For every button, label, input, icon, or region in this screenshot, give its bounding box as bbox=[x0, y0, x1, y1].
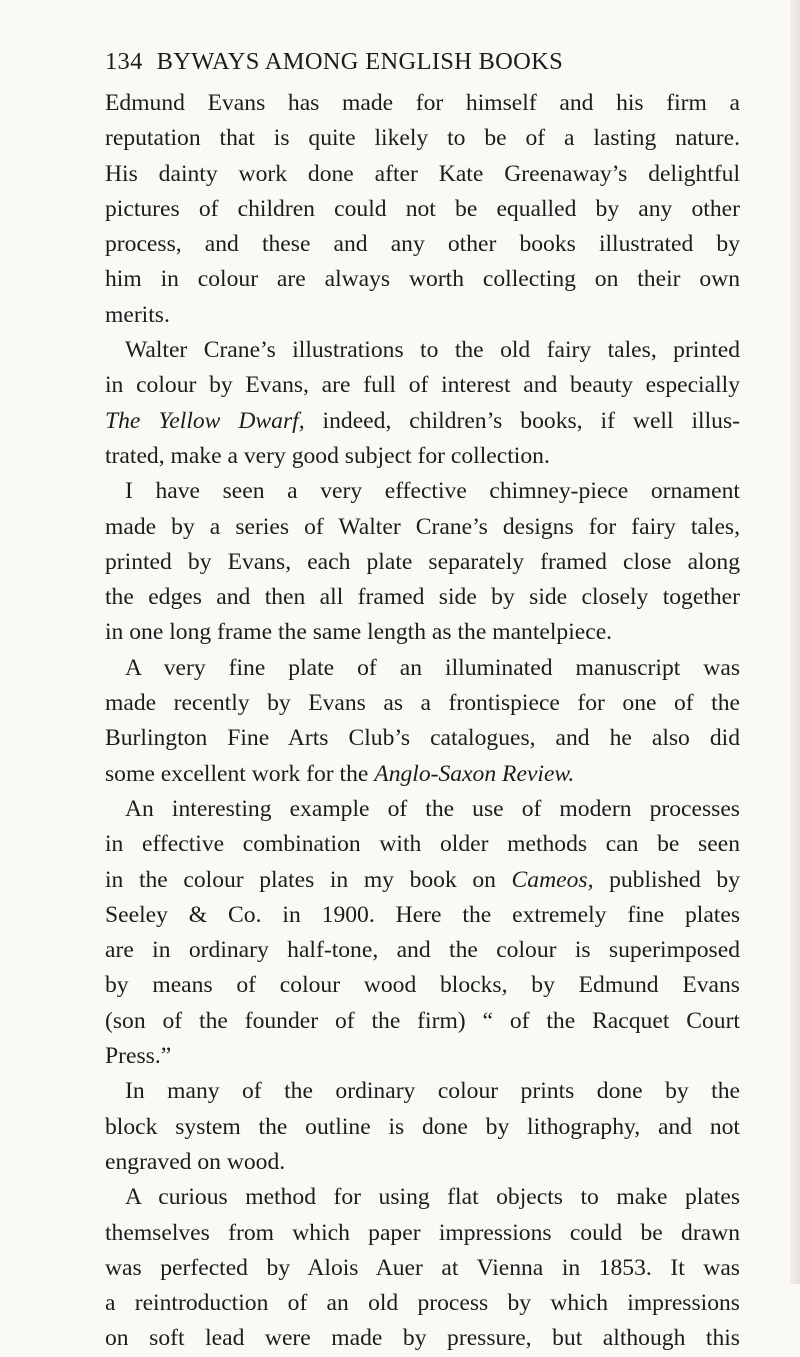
text-line: some excellent work for the Anglo-Saxon Review. bbox=[105, 760, 575, 787]
text-line: A curious method for using flat objects to make plates bbox=[125, 1184, 740, 1211]
text-line: in effective combination with older methods can be seen bbox=[105, 831, 740, 858]
text-line: printed by Evans, each plate separately framed close along bbox=[105, 548, 740, 575]
book-title-italic: Anglo-Saxon Review. bbox=[374, 760, 575, 787]
text-line: A very fine plate of an illuminated manuscript was bbox=[125, 654, 740, 681]
text-line: His dainty work done after Kate Greenaway’s delightful bbox=[105, 160, 740, 187]
text-line: a reintroduction of an old process by which impressions bbox=[105, 1290, 740, 1317]
running-title: BYWAYS AMONG ENGLISH BOOKS bbox=[156, 48, 564, 75]
text-line: on soft lead were made by pressure, but although this bbox=[105, 1325, 740, 1352]
page-number: 134 bbox=[105, 48, 143, 75]
text-line: Edmund Evans has made for himself and his firm a bbox=[105, 90, 740, 116]
text-line: I have seen a very effective chimney-piece ornament bbox=[125, 478, 740, 505]
text-line: Seeley & Co. in 1900. Here the extremely fine plates bbox=[105, 901, 740, 928]
text-line: (son of the founder of the firm) “ of the Racquet Court bbox=[105, 1007, 740, 1034]
text-line: in the colour plates in my book on Cameos, published by bbox=[105, 866, 741, 893]
text-line: merits. bbox=[105, 301, 170, 328]
page-edge bbox=[790, 0, 800, 1284]
text-line: him in colour are always worth collecting on their own bbox=[105, 266, 740, 293]
text-line: the edges and then all framed side by side closely together bbox=[105, 584, 740, 611]
text-line: made by a series of Walter Crane’s designs for fairy tales, bbox=[105, 513, 740, 540]
text-line: in colour by Evans, are full of interest and beauty especially bbox=[105, 372, 740, 399]
text-line: themselves from which paper impressions could be drawn bbox=[105, 1219, 740, 1246]
text-line: pictures of children could not be equalled by any other bbox=[105, 195, 740, 222]
text-line: in one long frame the same length as the mantelpiece. bbox=[105, 619, 613, 646]
text-line: was perfected by Alois Auer at Vienna in 1853. It was bbox=[105, 1254, 740, 1281]
text-line: An interesting example of the use of modern processes bbox=[125, 795, 740, 822]
book-title-italic: The Yellow Dwarf, bbox=[105, 407, 305, 434]
text-line: made recently by Evans as a frontispiece for one of the bbox=[105, 690, 740, 717]
text-line: by means of colour wood blocks, by Edmund Evans bbox=[105, 972, 740, 999]
text-line: Burlington Fine Arts Club’s catalogues, and he also did bbox=[105, 725, 740, 752]
text-line: The Yellow Dwarf, indeed, children’s books, if well illus- bbox=[105, 407, 740, 434]
text-line: reputation that is quite likely to be of a lasting nature. bbox=[105, 125, 740, 152]
book-title-italic: Cameos, bbox=[511, 866, 594, 893]
text-line: In many of the ordinary colour prints done by the bbox=[125, 1078, 740, 1105]
text-line: Walter Crane’s illustrations to the old fairy tales, printed bbox=[125, 337, 740, 364]
text-line: trated, make a very good subject for collection. bbox=[105, 442, 550, 469]
body-text bbox=[105, 86, 740, 1357]
text-line: are in ordinary half-tone, and the colour is superimposed bbox=[105, 937, 740, 964]
text-line: process, and these and any other books illustrated by bbox=[105, 231, 740, 258]
text-line: block system the outline is done by lithography, and not bbox=[105, 1113, 740, 1140]
text-line: Press.” bbox=[105, 1043, 172, 1070]
text-line: engraved on wood. bbox=[105, 1148, 286, 1175]
running-header bbox=[105, 48, 665, 82]
